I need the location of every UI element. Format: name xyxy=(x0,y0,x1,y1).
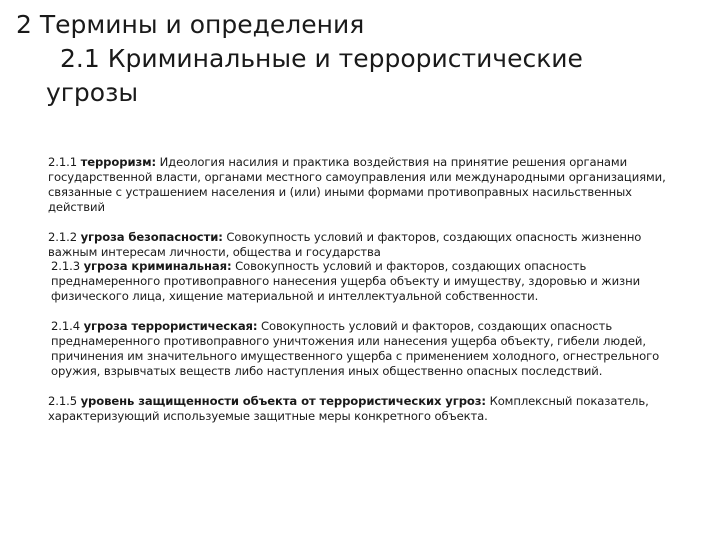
definition-term: угроза безопасности: xyxy=(80,229,223,244)
definition-number: 2.1.2 xyxy=(48,229,77,244)
paragraph-spacer xyxy=(48,215,680,230)
definition-number: 2.1.1 xyxy=(48,155,77,169)
definition-item xyxy=(48,259,680,304)
definition-item xyxy=(48,230,680,260)
paragraph-spacer xyxy=(48,304,680,319)
definition-term: угроза террористическая: xyxy=(83,319,258,334)
definition-text: Совокупность условий и факторов, создающих опасность преднамеренного противоправного нанесения ущерба объекту и имуществу, здоровью и жизни физического лица, хищение материальной и интеллектуальной собственности. xyxy=(51,259,641,304)
section-heading: 2 Термины и определения xyxy=(16,10,365,39)
definition-term: уровень защищенности объекта от террористических угроз: xyxy=(80,393,486,408)
definition-item xyxy=(48,319,680,379)
definition-text: Идеология насилия и практика воздействия на принятие решения органами государственной власти, органами местного самоуправления или международными организациями, связанные с устрашением населения и (или) иными формами противоправных насильственных действий xyxy=(48,155,666,214)
definition-text: Совокупность условий и факторов, создающих опасность преднамеренного противоправного уничтожения или нанесения ущерба объекту, гибели людей, причинения им значительного имущественного ущерба с применением холодного, огнестрельного оружия, взрывчатых веществ либо наступления иных общественно опасных последствий. xyxy=(51,319,660,378)
definition-text: Комплексный показатель, характеризующий используемые защитные меры конкретного объекта. xyxy=(48,393,649,423)
definition-number: 2.1.3 xyxy=(51,259,80,274)
subsection-heading-continued: угрозы xyxy=(46,78,139,107)
definition-term: угроза криминальная: xyxy=(83,259,232,274)
definition-number: 2.1.4 xyxy=(51,319,80,334)
definition-item xyxy=(48,394,680,424)
slide-title xyxy=(16,8,676,110)
subsection-heading: 2.1 Криминальные и террористические xyxy=(60,44,583,73)
definition-item xyxy=(48,155,680,215)
paragraph-spacer xyxy=(48,379,680,394)
definition-text: Совокупность условий и факторов, создающих опасность жизненно важным интересам личности, общества и государства xyxy=(48,229,642,259)
definition-term: терроризм: xyxy=(80,155,157,169)
definitions-list xyxy=(48,155,680,424)
definition-number: 2.1.5 xyxy=(48,393,77,408)
